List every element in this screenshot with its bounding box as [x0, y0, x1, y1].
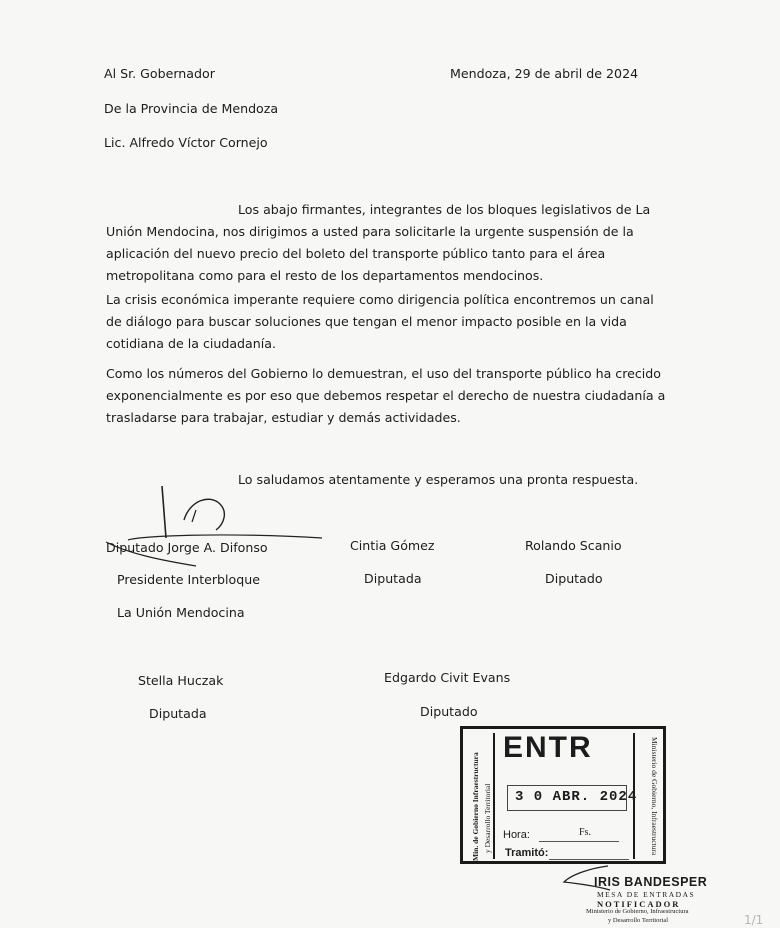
notifier-line-4: Ministerio de Gobierno, Infraestructura	[586, 908, 689, 915]
place-date: Mendoza, 29 de abril de 2024	[450, 66, 639, 81]
signatory-5-name: Edgardo Civit Evans	[384, 670, 511, 685]
notifier-line-2: MESA DE ENTRADAS	[597, 890, 696, 899]
signatory-3-role: Diputado	[545, 571, 603, 586]
signatory-4-role: Diputada	[149, 706, 207, 721]
notifier-line-5: y Desarrollo Territorial	[608, 917, 669, 924]
reception-stamp	[460, 726, 666, 864]
recipient-line-2: De la Provincia de Mendoza	[104, 101, 279, 116]
stamp-side-text-right: Ministerio de Gobierno, Infraestructura	[650, 737, 659, 856]
notifier-name: IRIS BANDESPER	[594, 875, 708, 889]
recipient-line-3: Lic. Alfredo Víctor Cornejo	[104, 135, 268, 150]
recipient-line-1: Al Sr. Gobernador	[104, 66, 215, 81]
paragraph-1: Los abajo firmantes, integrantes de los bloques legislativos de La Unión Mendocina, nos dirigimos a usted para solicitarle la urgente suspensión de la aplicación del nuevo precio del boleto del transporte público tanto para el área metropolitana como para el resto de los departamentos mendocinos.	[106, 202, 651, 283]
signatory-2-name: Cintia Gómez	[350, 538, 435, 553]
stamp-tramito-label: Tramitó:	[505, 847, 549, 859]
closing-line: Lo saludamos atentamente y esperamos una pronta respuesta.	[238, 472, 639, 487]
stamp-title: ENTR	[503, 731, 593, 764]
page-number: 1/1	[744, 913, 764, 927]
stamp-divider-left	[493, 733, 495, 859]
paragraph-2: La crisis económica imperante requiere como dirigencia política encontremos un canal de diálogo para buscar soluciones que tengan el menor impacto posible en la vida cotidiana de la ciudadanía.	[106, 292, 654, 351]
signatory-4-name: Stella Huczak	[138, 673, 224, 688]
stamp-hora-line	[539, 841, 619, 842]
signatory-2-role: Diputada	[364, 571, 422, 586]
stamp-tramito-line	[549, 859, 629, 860]
stamp-fs-label: Fs.	[579, 827, 591, 838]
notifier-line-3: NOTIFICADOR	[597, 899, 681, 909]
signatory-1-name: Diputado Jorge A. Difonso	[106, 540, 268, 555]
stamp-date: 3 0 ABR. 2024	[515, 789, 638, 805]
signatory-1-role2: La Unión Mendocina	[117, 605, 245, 620]
stamp-side-text-left-2: y Desarrollo Territorial	[483, 783, 492, 853]
stamp-hora-label: Hora:	[503, 829, 530, 841]
signatory-1-role: Presidente Interbloque	[117, 572, 260, 587]
signatory-5-role: Diputado	[420, 704, 478, 719]
stamp-side-text-left: Min. de Gobierno Infraestructura	[471, 752, 480, 861]
paragraph-3: Como los números del Gobierno lo demuestran, el uso del transporte público ha crecido exponencialmente es por eso que debemos respetar el derecho de nuestra ciudadanía a trasladarse para trabajar, estudiar y demás actividades.	[106, 366, 666, 425]
handwritten-signature	[100, 480, 340, 570]
signatory-3-name: Rolando Scanio	[525, 538, 622, 553]
